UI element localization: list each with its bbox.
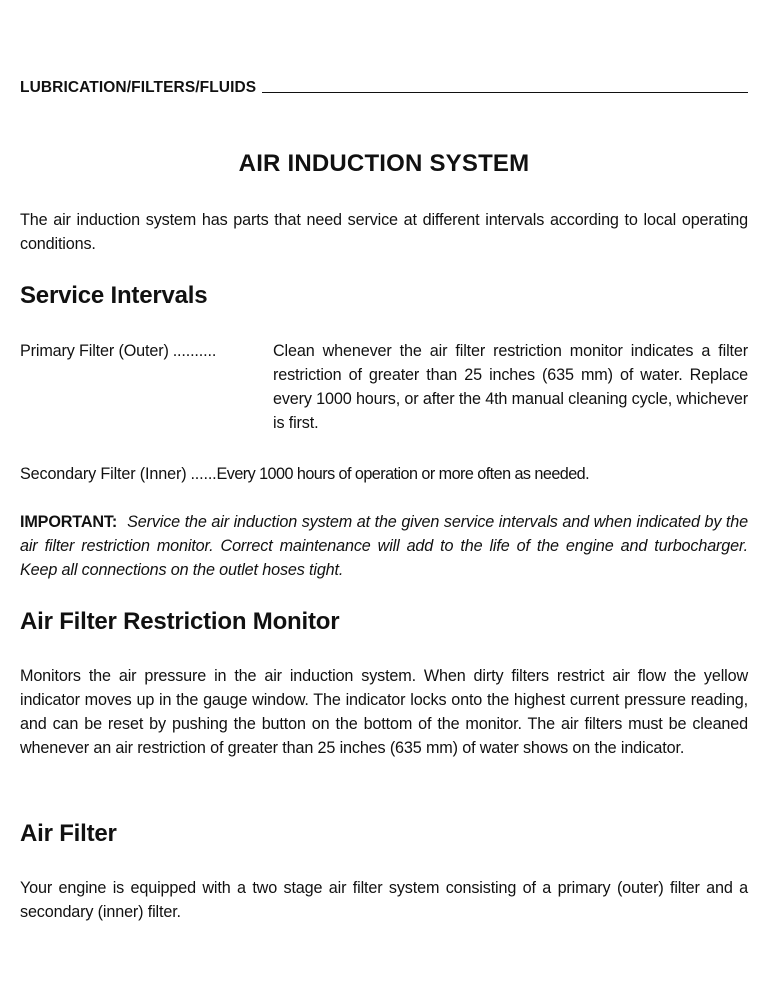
interval-item-secondary-filter [20,462,748,486]
intro-paragraph: The air induction system has parts that need service at different intervals according to local operating conditions. [20,211,748,253]
interval-description: Every 1000 hours of operation or more often as needed. [216,465,590,483]
important-label: IMPORTANT: [20,513,118,531]
running-head-label: LUBRICATION/FILTERS/FLUIDS [20,79,257,96]
page-title: AIR INDUCTION SYSTEM [238,150,530,177]
air-filter-paragraph: Your engine is equipped with a two stage air filter system consisting of a primary (outer) filter and a secondary (inner) filter. [20,879,748,921]
interval-term-wrap [20,462,217,486]
air-filter-heading: Air Filter [20,820,117,847]
restriction-monitor-heading: Air Filter Restriction Monitor [20,608,340,635]
running-head [20,79,748,97]
interval-term: Primary Filter (Outer) [20,342,169,360]
important-note [20,510,748,582]
interval-description: Clean whenever the air filter restriction monitor indicates a filter restriction of greater than 25 inches (635 mm) of water. Replace every 1000 hours, or after the 4th manual cleaning cycle, whichever is first. [273,342,748,432]
interval-term-wrap [20,339,273,435]
leader-dots: .......... [172,342,217,360]
service-intervals-heading: Service Intervals [20,282,208,309]
running-head-rule [262,92,748,93]
important-text: Service the air induction system at the given service intervals and when indicated by the air filter restriction monitor. Correct maintenance will add to the life of the engine and turbocharger. Keep all connections on the outlet hoses tight. [20,513,748,579]
leader-dots: ...... [190,465,217,483]
restriction-monitor-paragraph: Monitors the air pressure in the air induction system. When dirty filters restrict air flow the yellow indicator moves up in the gauge window. The indicator locks onto the highest current pressure reading, and can be reset by pushing the button on the bottom of the monitor. The air filters must be cleaned whenever an air restriction of greater than 25 inches (635 mm) of water shows on the indicator. [20,667,748,757]
interval-item-primary-filter [20,339,748,435]
interval-term: Secondary Filter (Inner) [20,465,187,483]
